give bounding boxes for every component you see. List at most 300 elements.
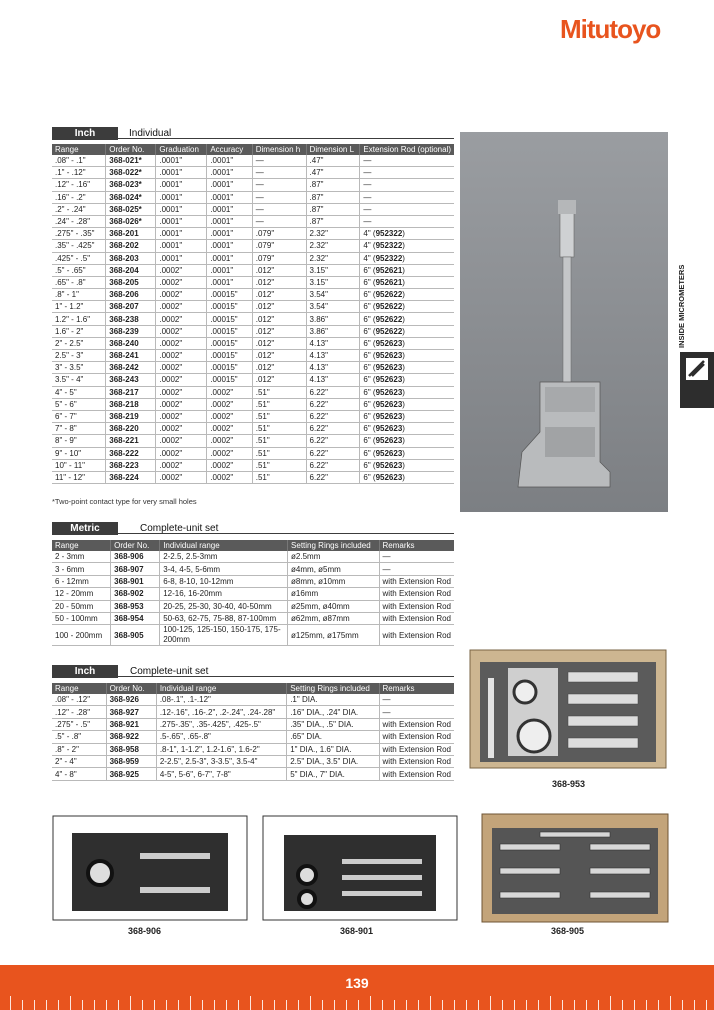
table2-tag: Metric [52,522,118,535]
table-cell: .012" [252,362,306,374]
table3-tag: Inch [52,665,118,678]
ruler-tick [58,1000,59,1010]
table-cell: 2.32" [306,252,360,264]
caption-368-905: 368-905 [551,926,585,936]
table-cell: 1" - 1.2" [52,301,106,313]
table-cell: 6.22" [306,410,360,422]
table-cell: .0002" [156,350,207,362]
table-cell: .0001" [156,167,207,179]
table-cell: 6.22" [306,435,360,447]
table-cell: .08-.1", .1-.12" [156,694,286,706]
micrometer-icon [680,352,714,408]
order-number-cell: 368-241 [106,350,156,362]
table-cell: with Extension Rod [379,612,454,624]
column-header: Extension Rod (optional) [360,144,454,155]
table-row [52,325,454,337]
order-number-cell: 368-024* [106,191,156,203]
order-number-cell: 368-905 [111,625,160,646]
ruler-tick [454,1000,455,1010]
table-cell: .275" - .35" [52,228,106,240]
table-cell: .51" [252,423,306,435]
ruler-tick [70,996,71,1010]
table-cell: 8" - 9" [52,435,106,447]
ruler-tick [262,1000,263,1010]
table3-title: Complete-unit set [130,666,209,677]
table-cell: 4" (952322) [360,240,454,252]
table-cell: ø25mm, ø40mm [288,600,379,612]
table-cell: .35" DIA., .5" DIA. [287,718,379,730]
order-number-cell: 368-021* [106,155,156,167]
table-cell: .35" - .425" [52,240,106,252]
table-cell: 20-25, 25-30, 30-40, 40-50mm [160,600,288,612]
table-cell: .0002" [156,459,207,471]
table-cell: 2-2.5, 2.5-3mm [160,551,288,563]
table-row [52,731,454,743]
table-cell: .8" - 2" [52,743,106,755]
ruler-tick [442,1000,443,1010]
order-number-cell: 368-926 [106,694,156,706]
table-row [52,350,454,362]
table-cell: .012" [252,374,306,386]
table-cell: 7" - 8" [52,423,106,435]
order-number-cell: 368-022* [106,167,156,179]
ruler-tick [94,1000,95,1010]
ruler-tick [682,1000,683,1010]
table-cell: 12 - 20mm [52,588,111,600]
ruler-tick [694,1000,695,1010]
table-cell: 2" - 2.5" [52,337,106,349]
table-cell: — [360,167,454,179]
table-cell: 50 - 100mm [52,612,111,624]
order-number-cell: 368-023* [106,179,156,191]
column-header: Dimension L [306,144,360,155]
table-cell: .0002" [207,423,252,435]
order-number-cell: 368-219 [106,410,156,422]
table-cell: .0002" [156,398,207,410]
table-cell: .65" DIA. [287,731,379,743]
table-cell: .24" - .28" [52,215,106,227]
table-cell: .00015" [207,301,252,313]
table-row [52,612,454,624]
table-cell: .275" - .5" [52,718,106,730]
table-cell: 6" (952623) [360,447,454,459]
table-cell: .8-1", 1-1.2", 1.2-1.6", 1.6-2" [156,743,286,755]
table-cell: 3.5" - 4" [52,374,106,386]
table-cell: ø4mm, ø5mm [288,563,379,575]
table-cell: 1" DIA., 1.6" DIA. [287,743,379,755]
table-cell: 6" (952622) [360,301,454,313]
table-cell: .0002" [156,374,207,386]
order-number-cell: 368-925 [106,768,156,780]
table-cell: .0001" [156,215,207,227]
ruler-tick [238,1000,239,1010]
order-number-cell: 368-221 [106,435,156,447]
table-cell: ø125mm, ø175mm [288,625,379,646]
table-cell: 4" (952322) [360,228,454,240]
ruler-tick [430,996,431,1010]
order-number-cell: 368-907 [111,563,160,575]
ruler-tick [406,1000,407,1010]
table-row [52,240,454,252]
ruler-tick [322,1000,323,1010]
table-row [52,301,454,313]
column-header: Range [52,144,106,155]
ruler-tick [22,1000,23,1010]
order-number-cell: 368-201 [106,228,156,240]
table-cell: .47" [306,167,360,179]
table-row [52,410,454,422]
photo-case-368-901 [262,815,458,921]
order-number-cell: 368-922 [106,731,156,743]
table-cell: .079" [252,228,306,240]
table-cell: ø16mm [288,588,379,600]
table-cell: .0002" [156,435,207,447]
table-individual-inch [52,144,454,484]
table-cell: — [360,203,454,215]
ruler-tick [178,1000,179,1010]
order-number-cell: 368-239 [106,325,156,337]
table-cell: .08" - .12" [52,694,106,706]
table-cell: 4.13" [306,374,360,386]
table-cell: with Extension Rod [379,575,454,587]
ruler-tick [334,1000,335,1010]
table-cell: .0002" [156,325,207,337]
footnote: *Two-point contact type for very small holes [52,497,197,506]
table-row [52,471,454,483]
table-cell: 4.13" [306,337,360,349]
column-header: Remarks [379,683,454,694]
table-cell: .0001" [207,191,252,203]
table-cell: .0002" [207,410,252,422]
order-number-cell: 368-222 [106,447,156,459]
table-cell: 3-4, 4-5, 5-6mm [160,563,288,575]
table-cell: 2.5" - 3" [52,350,106,362]
table-row [52,588,454,600]
column-header: Setting Rings included [288,540,379,551]
table-cell: 2.5" DIA., 3.5" DIA. [287,755,379,767]
order-number-cell: 368-921 [106,718,156,730]
table-cell: 6" (952623) [360,459,454,471]
order-number-cell: 368-224 [106,471,156,483]
table-cell: .0001" [156,155,207,167]
table-cell: .0001" [156,252,207,264]
ruler-tick [166,1000,167,1010]
table-cell: 4.13" [306,350,360,362]
table-cell: — [379,706,454,718]
ruler-tick [46,1000,47,1010]
table-row [52,215,454,227]
table-cell: 4" (952322) [360,252,454,264]
ruler-tick [118,1000,119,1010]
table-cell: .00015" [207,337,252,349]
table-cell: .012" [252,350,306,362]
ruler-tick [574,1000,575,1010]
table-cell: .012" [252,313,306,325]
caption-368-953: 368-953 [552,779,586,789]
table-cell: 6.22" [306,459,360,471]
table-cell: .00015" [207,313,252,325]
table-cell: with Extension Rod [379,768,454,780]
table-cell: 6" (952622) [360,325,454,337]
table-cell: 6" (952623) [360,471,454,483]
order-number-cell: 368-026* [106,215,156,227]
table-cell: 3.86" [306,313,360,325]
ruler-tick [502,1000,503,1010]
table-cell: 6" (952622) [360,313,454,325]
table-cell: .0002" [156,301,207,313]
table-cell: .0001" [156,191,207,203]
order-number-cell: 368-959 [106,755,156,767]
table-cell: .0002" [207,471,252,483]
table-cell: .51" [252,410,306,422]
table-cell: 6" (952623) [360,410,454,422]
ruler-tick [658,1000,659,1010]
table-cell: 2.32" [306,240,360,252]
order-number-cell: 368-223 [106,459,156,471]
ruler-tick [202,1000,203,1010]
ruler-tick [250,996,251,1010]
table-cell: — [360,215,454,227]
table-cell: .12-.16", .16-.2", .2-.24", .24-.28" [156,706,286,718]
order-number-cell: 368-220 [106,423,156,435]
table-complete-set-inch [52,683,454,781]
table-row [52,264,454,276]
order-number-cell: 368-206 [106,289,156,301]
order-number-cell: 368-953 [111,600,160,612]
table-cell: .2" - .24" [52,203,106,215]
ruler-tick [190,996,191,1010]
table-cell: with Extension Rod [379,755,454,767]
table-cell: — [360,191,454,203]
table-cell: .87" [306,179,360,191]
table-cell: with Extension Rod [379,731,454,743]
column-header: Range [52,540,111,551]
order-number-cell: 368-203 [106,252,156,264]
column-header: Graduation [156,144,207,155]
table-cell: .00015" [207,350,252,362]
column-header: Remarks [379,540,454,551]
table-cell: 4-5", 5-6", 6-7", 7-8" [156,768,286,780]
table-cell: 3.54" [306,301,360,313]
side-tab-block [680,352,714,408]
table-cell: ø62mm, ø87mm [288,612,379,624]
table-row [52,755,454,767]
table-cell: 3.15" [306,264,360,276]
table-cell: — [379,551,454,563]
table-cell: .5" - .8" [52,731,106,743]
table-cell: .0002" [156,337,207,349]
table-cell: .0002" [207,459,252,471]
table-cell: 100-125, 125-150, 150-175, 175-200mm [160,625,288,646]
table-row [52,563,454,575]
table-cell: 6" (952623) [360,386,454,398]
table-cell: with Extension Rod [379,743,454,755]
table-cell: .0002" [207,398,252,410]
ruler-tick [466,1000,467,1010]
table-cell: .0002" [156,362,207,374]
table-cell: .0002" [207,447,252,459]
table-cell: 6.22" [306,398,360,410]
order-number-cell: 368-954 [111,612,160,624]
photo-case-368-906 [52,815,248,921]
table-cell: .0002" [156,423,207,435]
table-row [52,694,454,706]
table-cell: 4" - 5" [52,386,106,398]
table-cell: — [360,155,454,167]
table-cell: 5" - 6" [52,398,106,410]
table-cell: 20 - 50mm [52,600,111,612]
table-cell: 1.6" - 2" [52,325,106,337]
table-cell: .012" [252,325,306,337]
photo-case-368-905 [480,812,670,924]
column-header: Order No. [106,144,156,155]
table-cell: — [379,563,454,575]
table-cell: 6" (952622) [360,289,454,301]
order-number-cell: 368-218 [106,398,156,410]
table-cell: 9" - 10" [52,447,106,459]
table1-tag: Inch [52,127,118,140]
table-cell: .0001" [207,252,252,264]
ruler-tick [622,1000,623,1010]
table-cell: 6" (952623) [360,350,454,362]
table-cell: 6" (952623) [360,374,454,386]
table-cell: .0001" [207,203,252,215]
table-cell: 6.22" [306,447,360,459]
table-row [52,435,454,447]
page-number: 139 [345,975,369,991]
table-cell: .0002" [156,386,207,398]
order-number-cell: 368-205 [106,276,156,288]
table-cell: .00015" [207,289,252,301]
ruler-tick [286,1000,287,1010]
table-cell: 3" - 3.5" [52,362,106,374]
ruler-tick [490,996,491,1010]
table-cell: 2.32" [306,228,360,240]
table-cell: 5" DIA., 7" DIA. [287,768,379,780]
table-cell: .0001" [207,215,252,227]
ruler-tick [142,1000,143,1010]
table-row [52,337,454,349]
table-cell: 6" (952621) [360,264,454,276]
order-number-cell: 368-207 [106,301,156,313]
table-cell: .08" - .1" [52,155,106,167]
table-row [52,398,454,410]
table-cell: .425" - .5" [52,252,106,264]
table-cell: 6" - 7" [52,410,106,422]
brand-logo: Mitutoyo [560,14,661,44]
table-cell: — [252,155,306,167]
side-tab-label: INSIDE MICROMETERS [677,264,686,348]
table-row [52,718,454,730]
table-cell: 1.2" - 1.6" [52,313,106,325]
table-cell: .0001" [156,228,207,240]
table-cell: .51" [252,435,306,447]
table-cell: .12" - .28" [52,706,106,718]
table-cell: .16" - .2" [52,191,106,203]
caption-368-906: 368-906 [128,926,162,936]
table-cell: .5" - .65" [52,264,106,276]
order-number-cell: 368-958 [106,743,156,755]
table-cell: 50-63, 62-75, 75-88, 87-100mm [160,612,288,624]
table-cell: .012" [252,276,306,288]
table-cell: ø2.5mm [288,551,379,563]
table-row [52,179,454,191]
ruler-tick [358,1000,359,1010]
table-row [52,289,454,301]
table-cell: 6.22" [306,423,360,435]
ruler-tick [670,996,671,1010]
table-cell: .0001" [207,240,252,252]
table-cell: 2-2.5", 2.5-3", 3-3.5", 3.5-4" [156,755,286,767]
ruler-tick [634,1000,635,1010]
ruler-tick [106,1000,107,1010]
table-cell: .079" [252,240,306,252]
ruler-tick [370,996,371,1010]
table-row [52,743,454,755]
table-cell: .0001" [207,179,252,191]
order-number-cell: 368-025* [106,203,156,215]
ruler-tick [10,996,11,1010]
ruler-tick [298,1000,299,1010]
column-header: Individual range [156,683,286,694]
ruler-tick [154,1000,155,1010]
table-row [52,386,454,398]
ruler-tick [706,1000,707,1010]
table-cell: .012" [252,264,306,276]
table-cell: .51" [252,398,306,410]
column-header: Range [52,683,106,694]
ruler-tick [82,1000,83,1010]
ruler-tick [274,1000,275,1010]
table-cell: with Extension Rod [379,588,454,600]
order-number-cell: 368-217 [106,386,156,398]
ruler-tick [346,1000,347,1010]
table-row [52,362,454,374]
table-row [52,706,454,718]
table-cell: 6.22" [306,386,360,398]
ruler-tick [646,1000,647,1010]
table-cell: .00015" [207,325,252,337]
ruler-tick [226,1000,227,1010]
order-number-cell: 368-238 [106,313,156,325]
table-cell: .012" [252,289,306,301]
table1-title: Individual [129,128,172,139]
order-number-cell: 368-243 [106,374,156,386]
table-cell: — [360,179,454,191]
table-cell: 12-16, 16-20mm [160,588,288,600]
ruler-tick [418,1000,419,1010]
table-cell: .51" [252,471,306,483]
table-cell: .0001" [207,264,252,276]
photo-micrometer-stand [460,132,668,512]
table-cell: 6 - 12mm [52,575,111,587]
table-cell: .1" - .12" [52,167,106,179]
table-cell: .0002" [156,264,207,276]
table-row [52,600,454,612]
table-cell: .0002" [207,435,252,447]
table-cell: with Extension Rod [379,600,454,612]
table-cell: 11" - 12" [52,471,106,483]
table-cell: 4" - 8" [52,768,106,780]
table-cell: — [252,203,306,215]
table-cell: 2" - 4" [52,755,106,767]
ruler-tick [586,1000,587,1010]
table-cell: 6-8, 8-10, 10-12mm [160,575,288,587]
table-cell: .0001" [207,155,252,167]
table-cell: 2 - 3mm [52,551,111,563]
table-cell: .87" [306,215,360,227]
table-cell: .0002" [156,289,207,301]
